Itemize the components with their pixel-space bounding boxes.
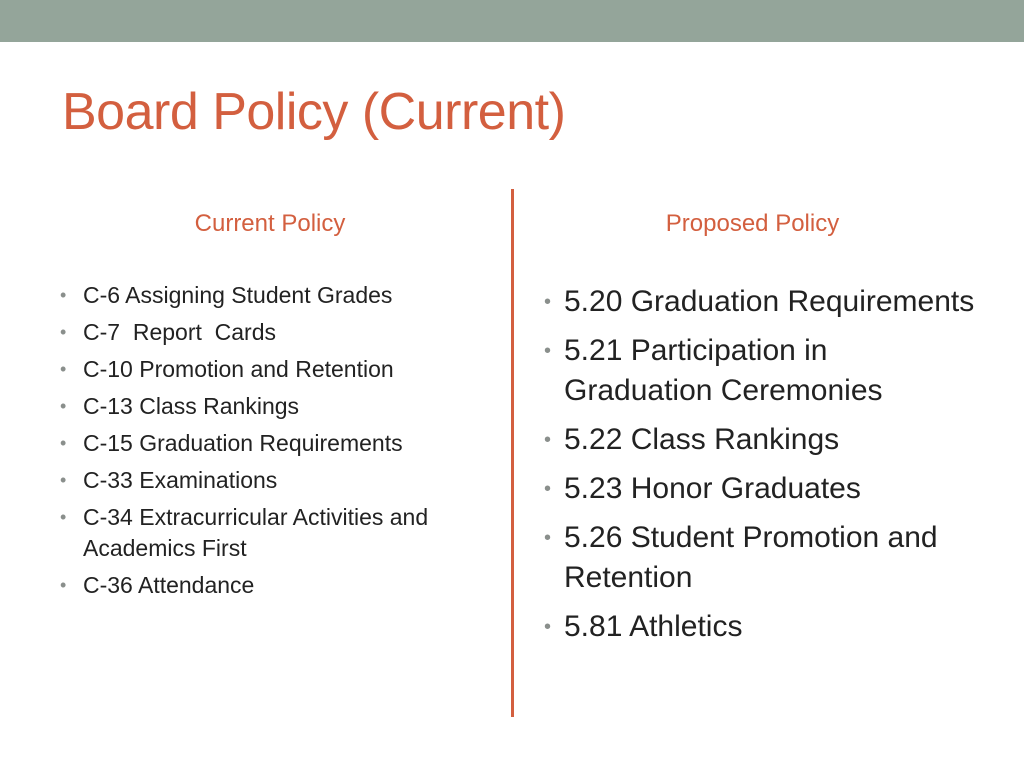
bullet-icon: • (60, 433, 67, 453)
list-item (60, 354, 490, 385)
list-item (60, 280, 490, 311)
bullet-icon: • (544, 340, 552, 362)
bullet-icon: • (544, 429, 552, 451)
list-item (60, 428, 490, 459)
list-item (544, 469, 984, 509)
list-item-text: C-33 Examinations (83, 467, 278, 493)
bullet-icon: • (544, 527, 552, 549)
list-item (60, 502, 490, 564)
list-item (60, 317, 490, 348)
bullet-icon: • (544, 291, 552, 313)
bullet-icon: • (60, 322, 67, 342)
list-item-text: 5.21 Participation in Graduation Ceremonies (564, 334, 883, 407)
bullet-icon: • (544, 616, 552, 638)
list-item (544, 331, 984, 411)
list-item-text: C-36 Attendance (83, 572, 255, 598)
list-item (60, 465, 490, 496)
bullet-icon: • (60, 285, 67, 305)
list-item-text: C-15 Graduation Requirements (83, 430, 403, 456)
bullet-icon: • (60, 359, 67, 379)
list-item-text: 5.81 Athletics (564, 610, 743, 643)
slide-title: Board Policy (Current) (62, 83, 566, 141)
list-item (544, 518, 984, 598)
list-item (544, 282, 984, 322)
bullet-icon: • (60, 507, 67, 527)
current-policy-list (60, 280, 490, 607)
proposed-policy-heading: Proposed Policy (665, 210, 840, 237)
list-item-text: 5.23 Honor Graduates (564, 472, 861, 505)
proposed-policy-list (544, 282, 984, 656)
bullet-icon: • (544, 478, 552, 500)
list-item (60, 570, 490, 601)
list-item-text: 5.26 Student Promotion and Retention (564, 521, 946, 594)
column-divider (511, 189, 514, 717)
list-item-text: C-7 Report Cards (83, 319, 277, 345)
list-item-text: C-13 Class Rankings (83, 393, 300, 419)
list-item-text: C-10 Promotion and Retention (83, 356, 394, 382)
list-item (544, 607, 984, 647)
top-color-band (0, 0, 1024, 42)
list-item-text: 5.20 Graduation Requirements (564, 285, 975, 318)
list-item-text: C-34 Extracurricular Activities and Academics First (83, 504, 434, 561)
bullet-icon: • (60, 470, 67, 490)
list-item (544, 420, 984, 460)
bullet-icon: • (60, 396, 67, 416)
list-item-text: C-6 Assigning Student Grades (83, 282, 393, 308)
current-policy-heading: Current Policy (194, 210, 346, 237)
bullet-icon: • (60, 575, 67, 595)
list-item (60, 391, 490, 422)
list-item-text: 5.22 Class Rankings (564, 423, 840, 456)
